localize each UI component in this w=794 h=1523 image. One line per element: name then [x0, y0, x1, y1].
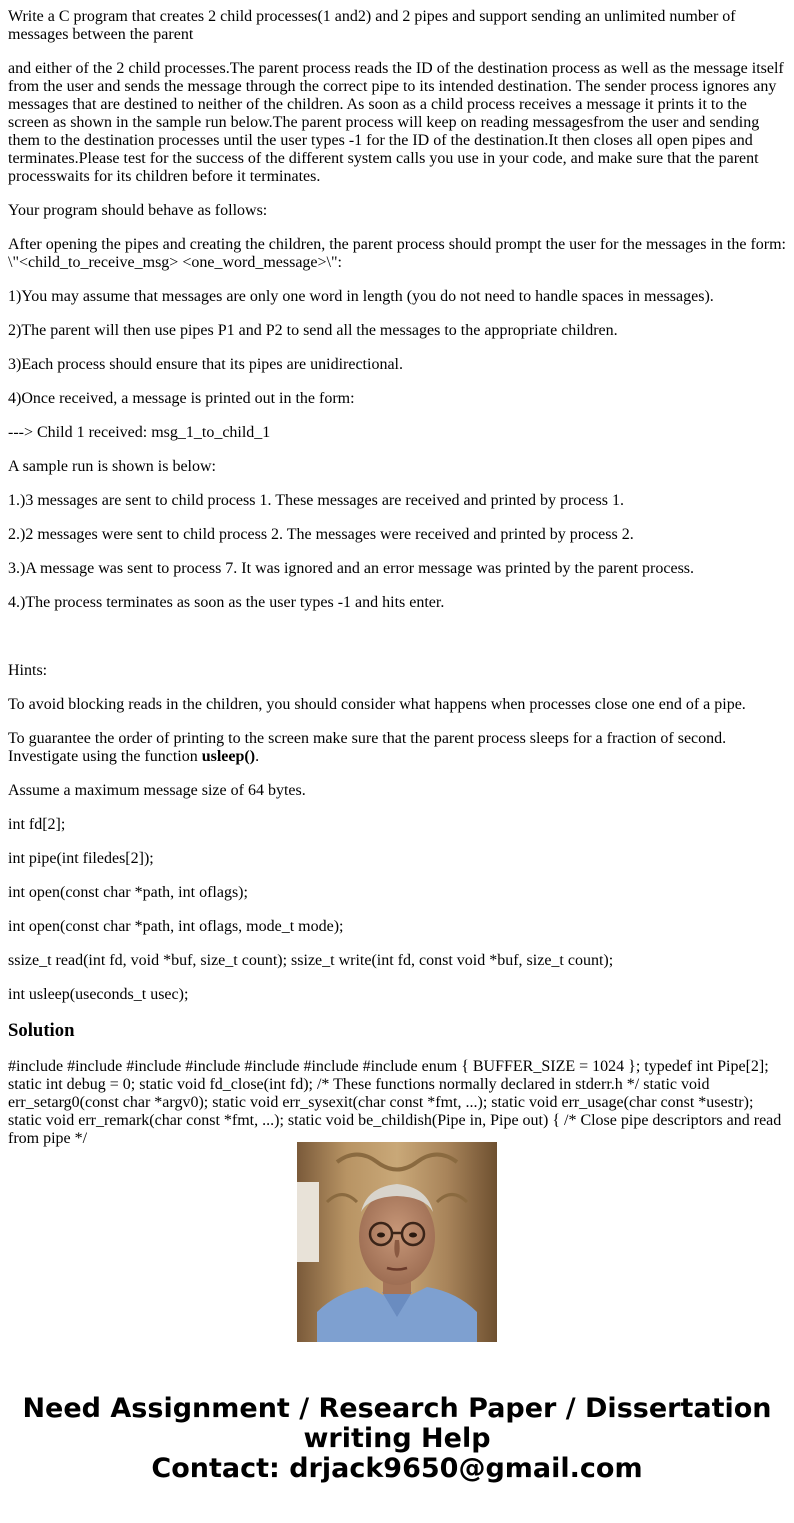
author-photo [297, 1142, 497, 1342]
solution-code: #include #include #include #include #include #include #include enum { BUFFER_SIZE = 1024 }; typedef int Pipe[2]; static int debug = 0; static void fd_close(int fd); /* These functions normally declared in stderr.h */ static void err_setarg0(const char *argv0); static void err_sysexit(char const *fmt, ...); static void err_usage(char const *usestr); static void err_remark(char const *fmt, ...); static void be_childish(Pipe in, Pipe out) { /* Close pipe descriptors and read from pipe */ [8, 1058, 782, 1147]
hint-2 [8, 730, 786, 766]
help-line: Need Assignment / Research Paper / Dissertation writing Help [22, 1393, 772, 1454]
help-banner [0, 1394, 794, 1484]
code-read-write: ssize_t read(int fd, void *buf, size_t count); ssize_t write(int fd, const void *buf, size_t count); [8, 952, 614, 969]
sample-4: 4.)The process terminates as soon as the user types -1 and hits enter. [8, 594, 445, 611]
code-pipe: int pipe(int filedes[2]); [8, 850, 154, 867]
max-size: Assume a maximum message size of 64 bytes. [8, 782, 306, 799]
sample-2: 2.)2 messages were sent to child process 2. The messages were received and printed by process 2. [8, 526, 634, 543]
usleep-function: usleep() [201, 748, 256, 765]
contact-line: Contact: drjack9650@gmail.com [151, 1453, 643, 1484]
rule-2: 2)The parent will then use pipes P1 and P2 to send all the messages to the appropriate children. [8, 322, 618, 339]
sample-1: 1.)3 messages are sent to child process 1. These messages are received and printed by process 1. [8, 492, 624, 509]
hint-2-text: To guarantee the order of printing to the screen make sure that the parent process sleeps for a fraction of second. Investigate using the function [8, 730, 727, 765]
sample-intro: A sample run is shown is below: [8, 458, 216, 475]
author-avatar [297, 1142, 497, 1342]
hint-1: To avoid blocking reads in the children, you should consider what happens when processes close one end of a pipe. [8, 696, 746, 713]
code-usleep: int usleep(useconds_t usec); [8, 986, 189, 1003]
question-intro: Write a C program that creates 2 child processes(1 and2) and 2 pipes and support sending an unlimited number of messages between the parent [8, 8, 736, 43]
blank-spacer [8, 628, 786, 662]
code-open-1: int open(const char *path, int oflags); [8, 884, 248, 901]
received-format: ---> Child 1 received: msg_1_to_child_1 [8, 424, 271, 441]
rule-4: 4)Once received, a message is printed out in the form: [8, 390, 355, 407]
rule-3: 3)Each process should ensure that its pipes are unidirectional. [8, 356, 403, 373]
hints-label: Hints: [8, 662, 48, 679]
sample-3: 3.)A message was sent to process 7. It was ignored and an error message was printed by the parent process. [8, 560, 695, 577]
hint-2-suffix: . [255, 748, 260, 765]
solution-heading: Solution [8, 1020, 75, 1041]
question-body: and either of the 2 child processes.The parent process reads the ID of the destination process as well as the message itself from the user and sends the message through the correct pipe to its intended destination. The sender process ignores any messages that are destined to neither of the children. As soon as a child process receives a message it prints it to the screen as shown in the sample run below.The parent process will keep on reading messagesfrom the user and sending them to the destination processes until the user types -1 for the ID of the destination.It then closes all open pipes and terminates.Please test for the success of the different system calls you use in your code, and make sure that the parent processwaits for its children before it terminates. [8, 60, 784, 185]
avatar-section [0, 1142, 794, 1342]
code-open-2: int open(const char *path, int oflags, mode_t mode); [8, 918, 344, 935]
behave-line: Your program should behave as follows: [8, 202, 268, 219]
rule-1: 1)You may assume that messages are only one word in length (you do not need to handle spaces in messages). [8, 288, 714, 305]
code-fd: int fd[2]; [8, 816, 66, 833]
prompt-format: After opening the pipes and creating the children, the parent process should prompt the user for the messages in the form: \"<child_to_receive_msg> <one_word_message>\": [8, 236, 786, 271]
